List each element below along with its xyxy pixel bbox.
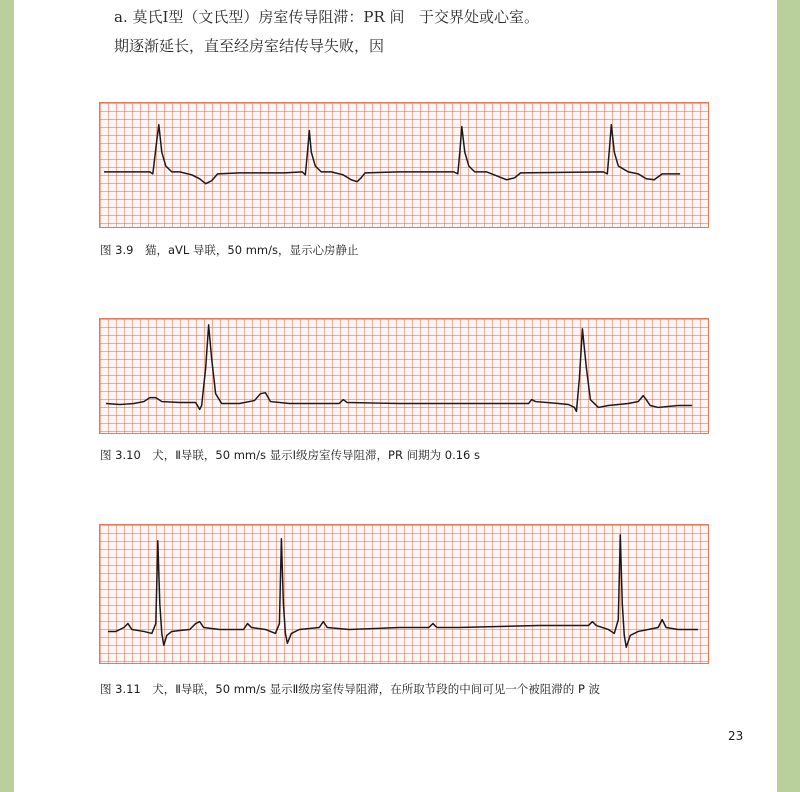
book-page — [14, 0, 777, 792]
figure-caption-3-9: 图 3.9 猫，aVL 导联，50 mm/s，显示心房静止 — [100, 243, 359, 257]
body-text-line-2: 期逐渐延长，直至经房室结传导失败，因 — [114, 37, 385, 55]
ecg-trace-fig-3-9 — [100, 103, 708, 227]
ecg-trace-fig-3-10 — [100, 319, 708, 433]
ecg-strip-fig-3-10 — [99, 318, 709, 434]
page-number: 23 — [728, 729, 744, 743]
ecg-trace-fig-3-11 — [100, 525, 708, 663]
figure-caption-3-10: 图 3.10 犬，Ⅱ导联，50 mm/s 显示Ⅰ级房室传导阻滞，PR 间期为 0.16 s — [100, 448, 481, 462]
body-text-right-column: 于交界处或心室。 — [419, 8, 540, 26]
figure-caption-3-11: 图 3.11 犬，Ⅱ导联，50 mm/s 显示Ⅱ级房室传导阻滞，在所取节段的中间可见一个被阻滞的 P 波 — [100, 682, 601, 696]
ecg-strip-fig-3-9 — [99, 102, 709, 228]
body-text-line-1: a. 莫氏Ⅰ型（文氏型）房室传导阻滞：PR 间 — [114, 8, 405, 26]
ecg-strip-fig-3-11 — [99, 524, 709, 664]
